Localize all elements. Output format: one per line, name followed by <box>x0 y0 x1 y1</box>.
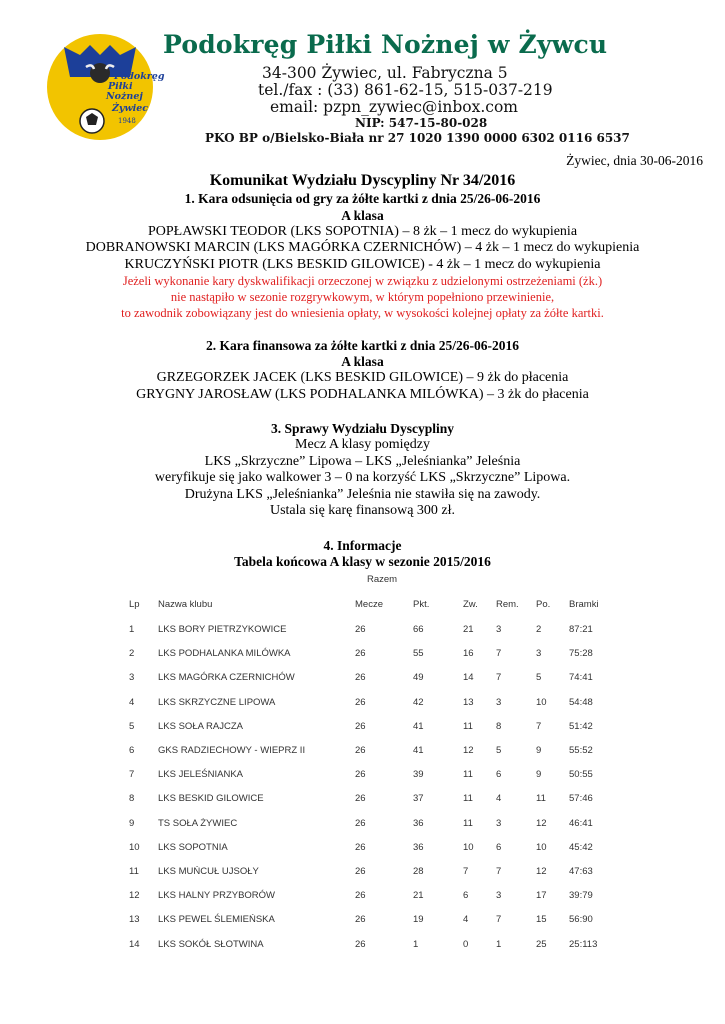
cell-name: LKS PEWEL ŚLEMIEŃSKA <box>158 914 275 926</box>
cell-rem: 1 <box>496 938 502 950</box>
cell-zw: 10 <box>463 841 474 853</box>
table-row <box>115 866 615 880</box>
cell-lp: 8 <box>129 793 135 805</box>
cell-bramki: 39:79 <box>569 890 593 902</box>
cell-zw: 14 <box>463 672 474 684</box>
cell-rem: 7 <box>496 672 502 684</box>
cell-pkt: 39 <box>413 769 424 781</box>
section2-league: A klasa <box>341 354 384 369</box>
cell-bramki: 75:28 <box>569 648 593 660</box>
table-row <box>115 769 615 783</box>
cell-name: LKS PODHALANKA MILÓWKA <box>158 648 291 660</box>
table-row <box>115 721 615 735</box>
cell-bramki: 57:46 <box>569 793 593 805</box>
header-bramki: Bramki <box>569 599 599 610</box>
cell-mecze: 26 <box>355 720 366 732</box>
document-date: Żywiec, dnia 30-06-2016 <box>566 153 703 168</box>
cell-name: LKS SOKÓŁ SŁOTWINA <box>158 938 264 950</box>
cell-lp: 9 <box>129 817 135 829</box>
cell-po: 9 <box>536 769 542 781</box>
cell-po: 11 <box>536 793 546 805</box>
cell-lp: 4 <box>129 696 135 708</box>
cell-zw: 12 <box>463 745 474 756</box>
cell-zw: 11 <box>463 793 473 805</box>
header-pkt: Pkt. <box>413 599 430 610</box>
cell-pkt: 66 <box>413 624 424 635</box>
cell-po: 10 <box>536 841 547 853</box>
table-row <box>115 624 615 638</box>
cell-po: 5 <box>536 672 542 684</box>
cell-lp: 13 <box>129 914 140 926</box>
table-row <box>115 648 615 662</box>
cell-zw: 21 <box>463 624 474 635</box>
cell-bramki: 50:55 <box>569 769 593 781</box>
header-name: Nazwa klubu <box>158 599 213 610</box>
cell-name: LKS BESKID GILOWICE <box>158 793 264 805</box>
cell-po: 25 <box>536 938 547 950</box>
cell-po: 2 <box>536 624 542 635</box>
cell-bramki: 87:21 <box>569 624 593 635</box>
org-title: Podokręg Piłki Nożnej w Żywcu <box>163 30 608 59</box>
header-zw: Zw. <box>463 599 478 610</box>
cell-lp: 2 <box>129 648 135 660</box>
cell-lp: 5 <box>129 720 135 732</box>
table-row <box>115 697 615 711</box>
table-row <box>115 890 615 904</box>
cell-po: 9 <box>536 745 542 756</box>
table-row <box>115 793 615 807</box>
cell-zw: 11 <box>463 720 473 732</box>
cell-name: LKS SKRZYCZNE LIPOWA <box>158 696 276 708</box>
cell-bramki: 25:113 <box>569 938 598 950</box>
section3-line: weryfikuje się jako walkower 3 – 0 na korzyść LKS „Skrzyczne” Lipowa. <box>154 470 571 485</box>
table-caption: Razem <box>367 574 398 585</box>
section4-subheading: Tabela końcowa A klasy w sezonie 2015/2016 <box>234 554 491 569</box>
cell-mecze: 26 <box>355 793 366 805</box>
cell-lp: 12 <box>129 890 140 902</box>
cell-mecze: 26 <box>355 938 366 950</box>
cell-pkt: 41 <box>413 745 424 756</box>
org-address: 34-300 Żywiec, ul. Fabryczna 5 <box>262 64 508 82</box>
cell-zw: 7 <box>463 866 469 877</box>
cell-rem: 8 <box>496 720 502 732</box>
logo-text-4: Żywiec <box>112 103 149 114</box>
section1-line: DOBRANOWSKI MARCIN (LKS MAGÓRKA CZERNICHÓW) – 4 żk – 1 mecz do wykupienia <box>85 240 640 255</box>
cell-rem: 3 <box>496 624 502 635</box>
cell-mecze: 26 <box>355 696 366 708</box>
cell-pkt: 28 <box>413 866 424 877</box>
table-row <box>115 818 615 832</box>
section2-line: GRYGNY JAROSŁAW (LKS PODHALANKA MILÓWKA) – 3 żk do płacenia <box>136 387 589 402</box>
cell-mecze: 26 <box>355 745 366 756</box>
section3-line: Mecz A klasy pomiędzy <box>295 437 430 452</box>
cell-name: LKS HALNY PRZYBORÓW <box>158 890 276 902</box>
cell-mecze: 26 <box>355 648 366 660</box>
cell-po: 12 <box>536 817 547 829</box>
cell-pkt: 36 <box>413 841 424 853</box>
cell-pkt: 42 <box>413 696 424 708</box>
logo-text-5: 1948 <box>118 117 136 125</box>
section2-line: GRZEGORZEK JACEK (LKS BESKID GILOWICE) – 9 żk do płacenia <box>156 370 569 385</box>
cell-zw: 16 <box>463 648 474 660</box>
cell-lp: 3 <box>129 672 135 684</box>
section3-line: Ustala się karę finansową 300 zł. <box>269 503 456 518</box>
cell-bramki: 51:42 <box>569 720 593 732</box>
cell-mecze: 26 <box>355 817 366 829</box>
cell-mecze: 26 <box>355 866 366 877</box>
cell-pkt: 1 <box>413 938 419 950</box>
logo-text-1: Podokręg <box>114 71 165 82</box>
section1-league: A klasa <box>341 208 384 223</box>
cell-mecze: 26 <box>355 890 366 902</box>
cell-rem: 7 <box>496 648 502 660</box>
cell-mecze: 26 <box>355 769 366 781</box>
table-header-row <box>115 599 615 613</box>
cell-bramki: 56:90 <box>569 914 593 926</box>
cell-zw: 6 <box>463 890 469 902</box>
cell-bramki: 55:52 <box>569 745 593 756</box>
cell-pkt: 19 <box>413 914 424 926</box>
section1-heading: 1. Kara odsunięcia od gry za żółte kartki z dnia 25/26-06-2016 <box>184 191 541 206</box>
cell-lp: 10 <box>129 841 140 853</box>
logo-text-3: Nożnej <box>106 91 143 102</box>
cell-mecze: 26 <box>355 624 366 635</box>
org-email: email: pzpn_zywiec@inbox.com <box>270 98 518 116</box>
org-phone: tel./fax : (33) 861-62-15, 515-037-219 <box>258 81 553 99</box>
cell-po: 10 <box>536 696 547 708</box>
cell-lp: 11 <box>129 866 139 877</box>
cell-bramki: 54:48 <box>569 696 593 708</box>
table-row <box>115 672 615 686</box>
section4-heading: 4. Informacje <box>323 538 402 553</box>
cell-pkt: 36 <box>413 817 424 829</box>
header-lp: Lp <box>129 599 140 610</box>
cell-pkt: 21 <box>413 890 424 902</box>
section1-note: Jeżeli wykonanie kary dyskwalifikacji orzeczonej w związku z udzielonymi ostrzeżeniami (żk.) <box>122 274 603 288</box>
org-nip: NIP: 547-15-80-028 <box>355 116 488 130</box>
section1-line: POPŁAWSKI TEODOR (LKS SOPOTNIA) – 8 żk – 1 mecz do wykupienia <box>147 224 578 239</box>
cell-lp: 6 <box>129 745 135 756</box>
cell-po: 15 <box>536 914 547 926</box>
cell-rem: 7 <box>496 866 502 877</box>
section3-heading: 3. Sprawy Wydziału Dyscypliny <box>270 421 455 436</box>
cell-name: LKS JELEŚNIANKA <box>158 769 244 781</box>
header-mecze: Mecze <box>355 599 383 610</box>
cell-po: 17 <box>536 890 547 902</box>
cell-zw: 0 <box>463 938 469 950</box>
cell-mecze: 26 <box>355 914 366 926</box>
cell-bramki: 46:41 <box>569 817 593 829</box>
header-rem: Rem. <box>496 599 519 610</box>
cell-rem: 5 <box>496 745 502 756</box>
cell-name: LKS MUŃCUŁ UJSOŁY <box>158 866 259 877</box>
cell-name: LKS SOPOTNIA <box>158 841 228 853</box>
cell-pkt: 37 <box>413 793 424 805</box>
cell-name: GKS RADZIECHOWY - WIEPRZ II <box>158 745 306 756</box>
cell-zw: 13 <box>463 696 474 708</box>
cell-zw: 11 <box>463 769 473 781</box>
cell-rem: 4 <box>496 793 502 805</box>
section1-note: nie nastąpiło w sezonie rozgrywkowym, w którym popełniono przewinienie, <box>170 290 555 304</box>
org-bank-account: PKO BP o/Bielsko-Biała nr 27 1020 1390 0000 6302 0116 6537 <box>205 131 630 145</box>
cell-rem: 6 <box>496 769 502 781</box>
cell-pkt: 49 <box>413 672 424 684</box>
table-row <box>115 745 615 759</box>
cell-pkt: 41 <box>413 720 424 732</box>
cell-rem: 3 <box>496 817 502 829</box>
cell-pkt: 55 <box>413 648 424 660</box>
cell-zw: 11 <box>463 817 473 829</box>
cell-mecze: 26 <box>355 672 366 684</box>
cell-bramki: 74:41 <box>569 672 593 684</box>
cell-name: TS SOŁA ŻYWIEC <box>158 817 238 829</box>
cell-po: 12 <box>536 866 547 877</box>
section2-heading: 2. Kara finansowa za żółte kartki z dnia 25/26-06-2016 <box>205 338 520 353</box>
cell-rem: 6 <box>496 841 502 853</box>
cell-rem: 7 <box>496 914 502 926</box>
league-table <box>115 572 615 962</box>
cell-bramki: 47:63 <box>569 866 593 877</box>
document-title: Komunikat Wydziału Dyscypliny Nr 34/2016 <box>209 172 516 189</box>
logo-text-2: Piłki <box>108 81 133 92</box>
section1-line: KRUCZYŃSKI PIOTR (LKS BESKID GILOWICE) - 4 żk – 1 mecz do wykupienia <box>124 257 601 272</box>
cell-mecze: 26 <box>355 841 366 853</box>
cell-po: 7 <box>536 720 542 732</box>
cell-zw: 4 <box>463 914 469 926</box>
cell-name: LKS MAGÓRKA CZERNICHÓW <box>158 672 295 684</box>
header-po: Po. <box>536 599 551 610</box>
cell-lp: 7 <box>129 769 135 781</box>
cell-lp: 14 <box>129 938 140 950</box>
cell-rem: 3 <box>496 696 502 708</box>
cell-name: LKS BORY PIETRZYKOWICE <box>158 624 287 635</box>
cell-name: LKS SOŁA RAJCZA <box>158 720 244 732</box>
table-row <box>115 842 615 856</box>
table-row <box>115 939 615 953</box>
section1-note: to zawodnik zobowiązany jest do wniesienia opłaty, w wysokości kolejnej opłaty za żółte kartki. <box>121 306 604 320</box>
cell-lp: 1 <box>129 624 135 635</box>
club-logo <box>46 33 165 141</box>
cell-bramki: 45:42 <box>569 841 593 853</box>
cell-po: 3 <box>536 648 542 660</box>
table-row <box>115 914 615 928</box>
section3-line: Drużyna LKS „Jeleśnianka” Jeleśnia nie stawiła się na zawody. <box>184 487 541 502</box>
section3-line: LKS „Skrzyczne” Lipowa – LKS „Jeleśnianka” Jeleśnia <box>204 454 521 469</box>
cell-rem: 3 <box>496 890 502 902</box>
